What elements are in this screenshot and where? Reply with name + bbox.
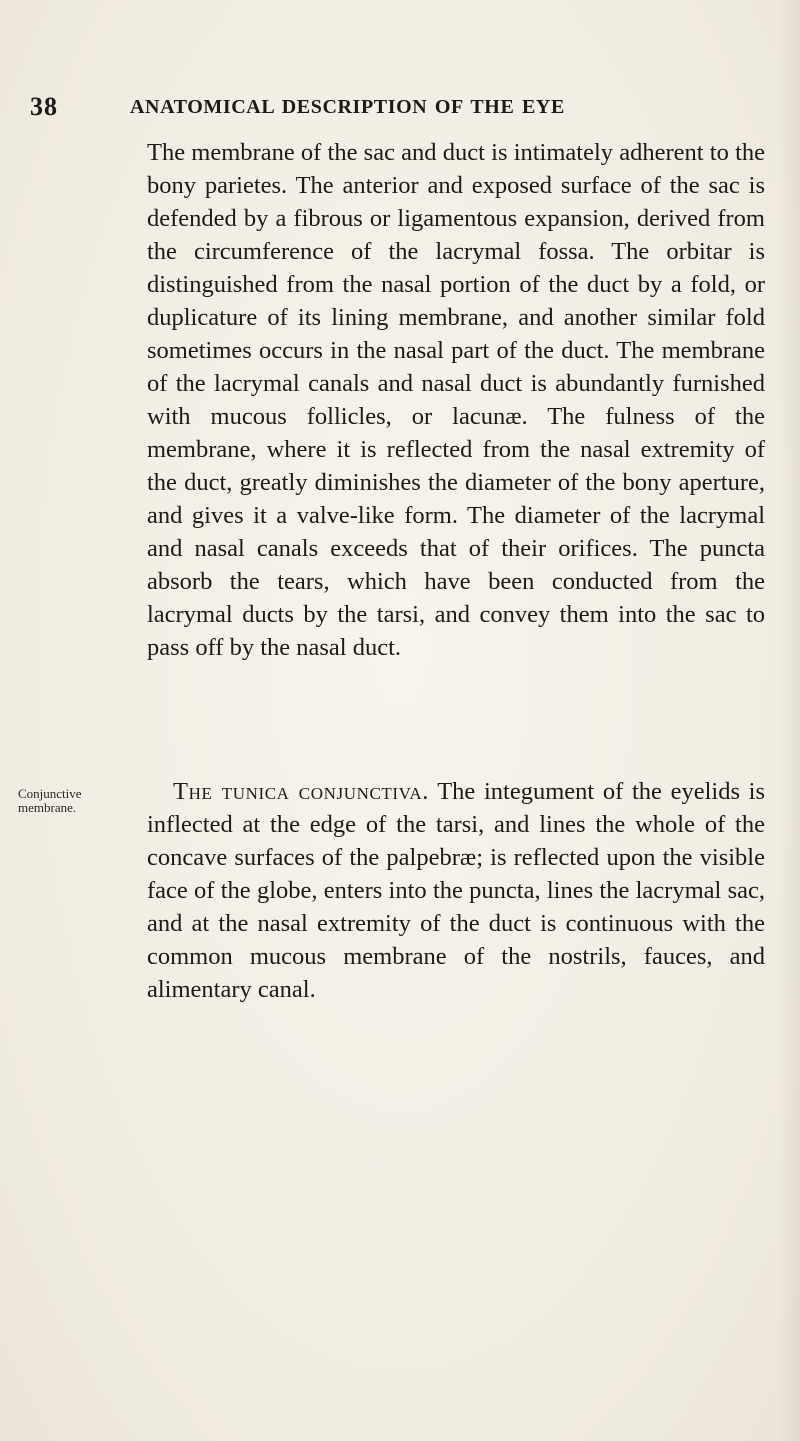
marginal-note-line: membrane. xyxy=(18,800,77,815)
marginal-note xyxy=(18,787,128,815)
paragraph-text: The membrane of the sac and duct is intimately adherent to the bony parietes. The anterior and exposed surface of the sac is defended by a fibrous or ligamentous expansion, derived from the circumference of the lacrymal fossa. The orbitar is distinguished from the nasal portion of the duct by a fold, or duplicature of its lining membrane, and another similar fold sometimes occurs in the nasal part of the duct. The membrane of the lacrymal canals and nasal duct is abundantly furnished with mucous follicles, or lacunæ. The fulness of the membrane, where it is reflected from the nasal extremity of the duct, greatly diminishes the diameter of the bony aperture, and gives it a valve-like form. The diameter of the lacrymal and nasal canals exceeds that of their orifices. The puncta absorb the tears, which have been conducted from the lacrymal ducts by the tarsi, and convey them into the sac to pass off by the nasal duct. xyxy=(147,139,765,661)
paragraph-text: The integument of the eyelids is inflected at the edge of the tarsi, and lines the whole of the concave surfaces of the palpebræ; is reflected upon the visible face of the globe, enters into the puncta, lines the lacrymal sac, and at the nasal extremity of the duct is continuous with the common mucous membrane of the nostrils, fauces, and alimentary canal. xyxy=(147,778,766,1003)
paragraph-tunica-conjunctiva xyxy=(147,775,765,1006)
running-title: ANATOMICAL DESCRIPTION OF THE EYE xyxy=(130,96,565,118)
page-edge-shadow xyxy=(778,0,800,1441)
marginal-note-line: Conjunctive xyxy=(18,786,82,801)
page-number: 38 xyxy=(30,92,58,121)
section-heading: The tunica conjunctiva. xyxy=(173,778,429,805)
paragraph-lacrymal-duct xyxy=(147,136,765,664)
